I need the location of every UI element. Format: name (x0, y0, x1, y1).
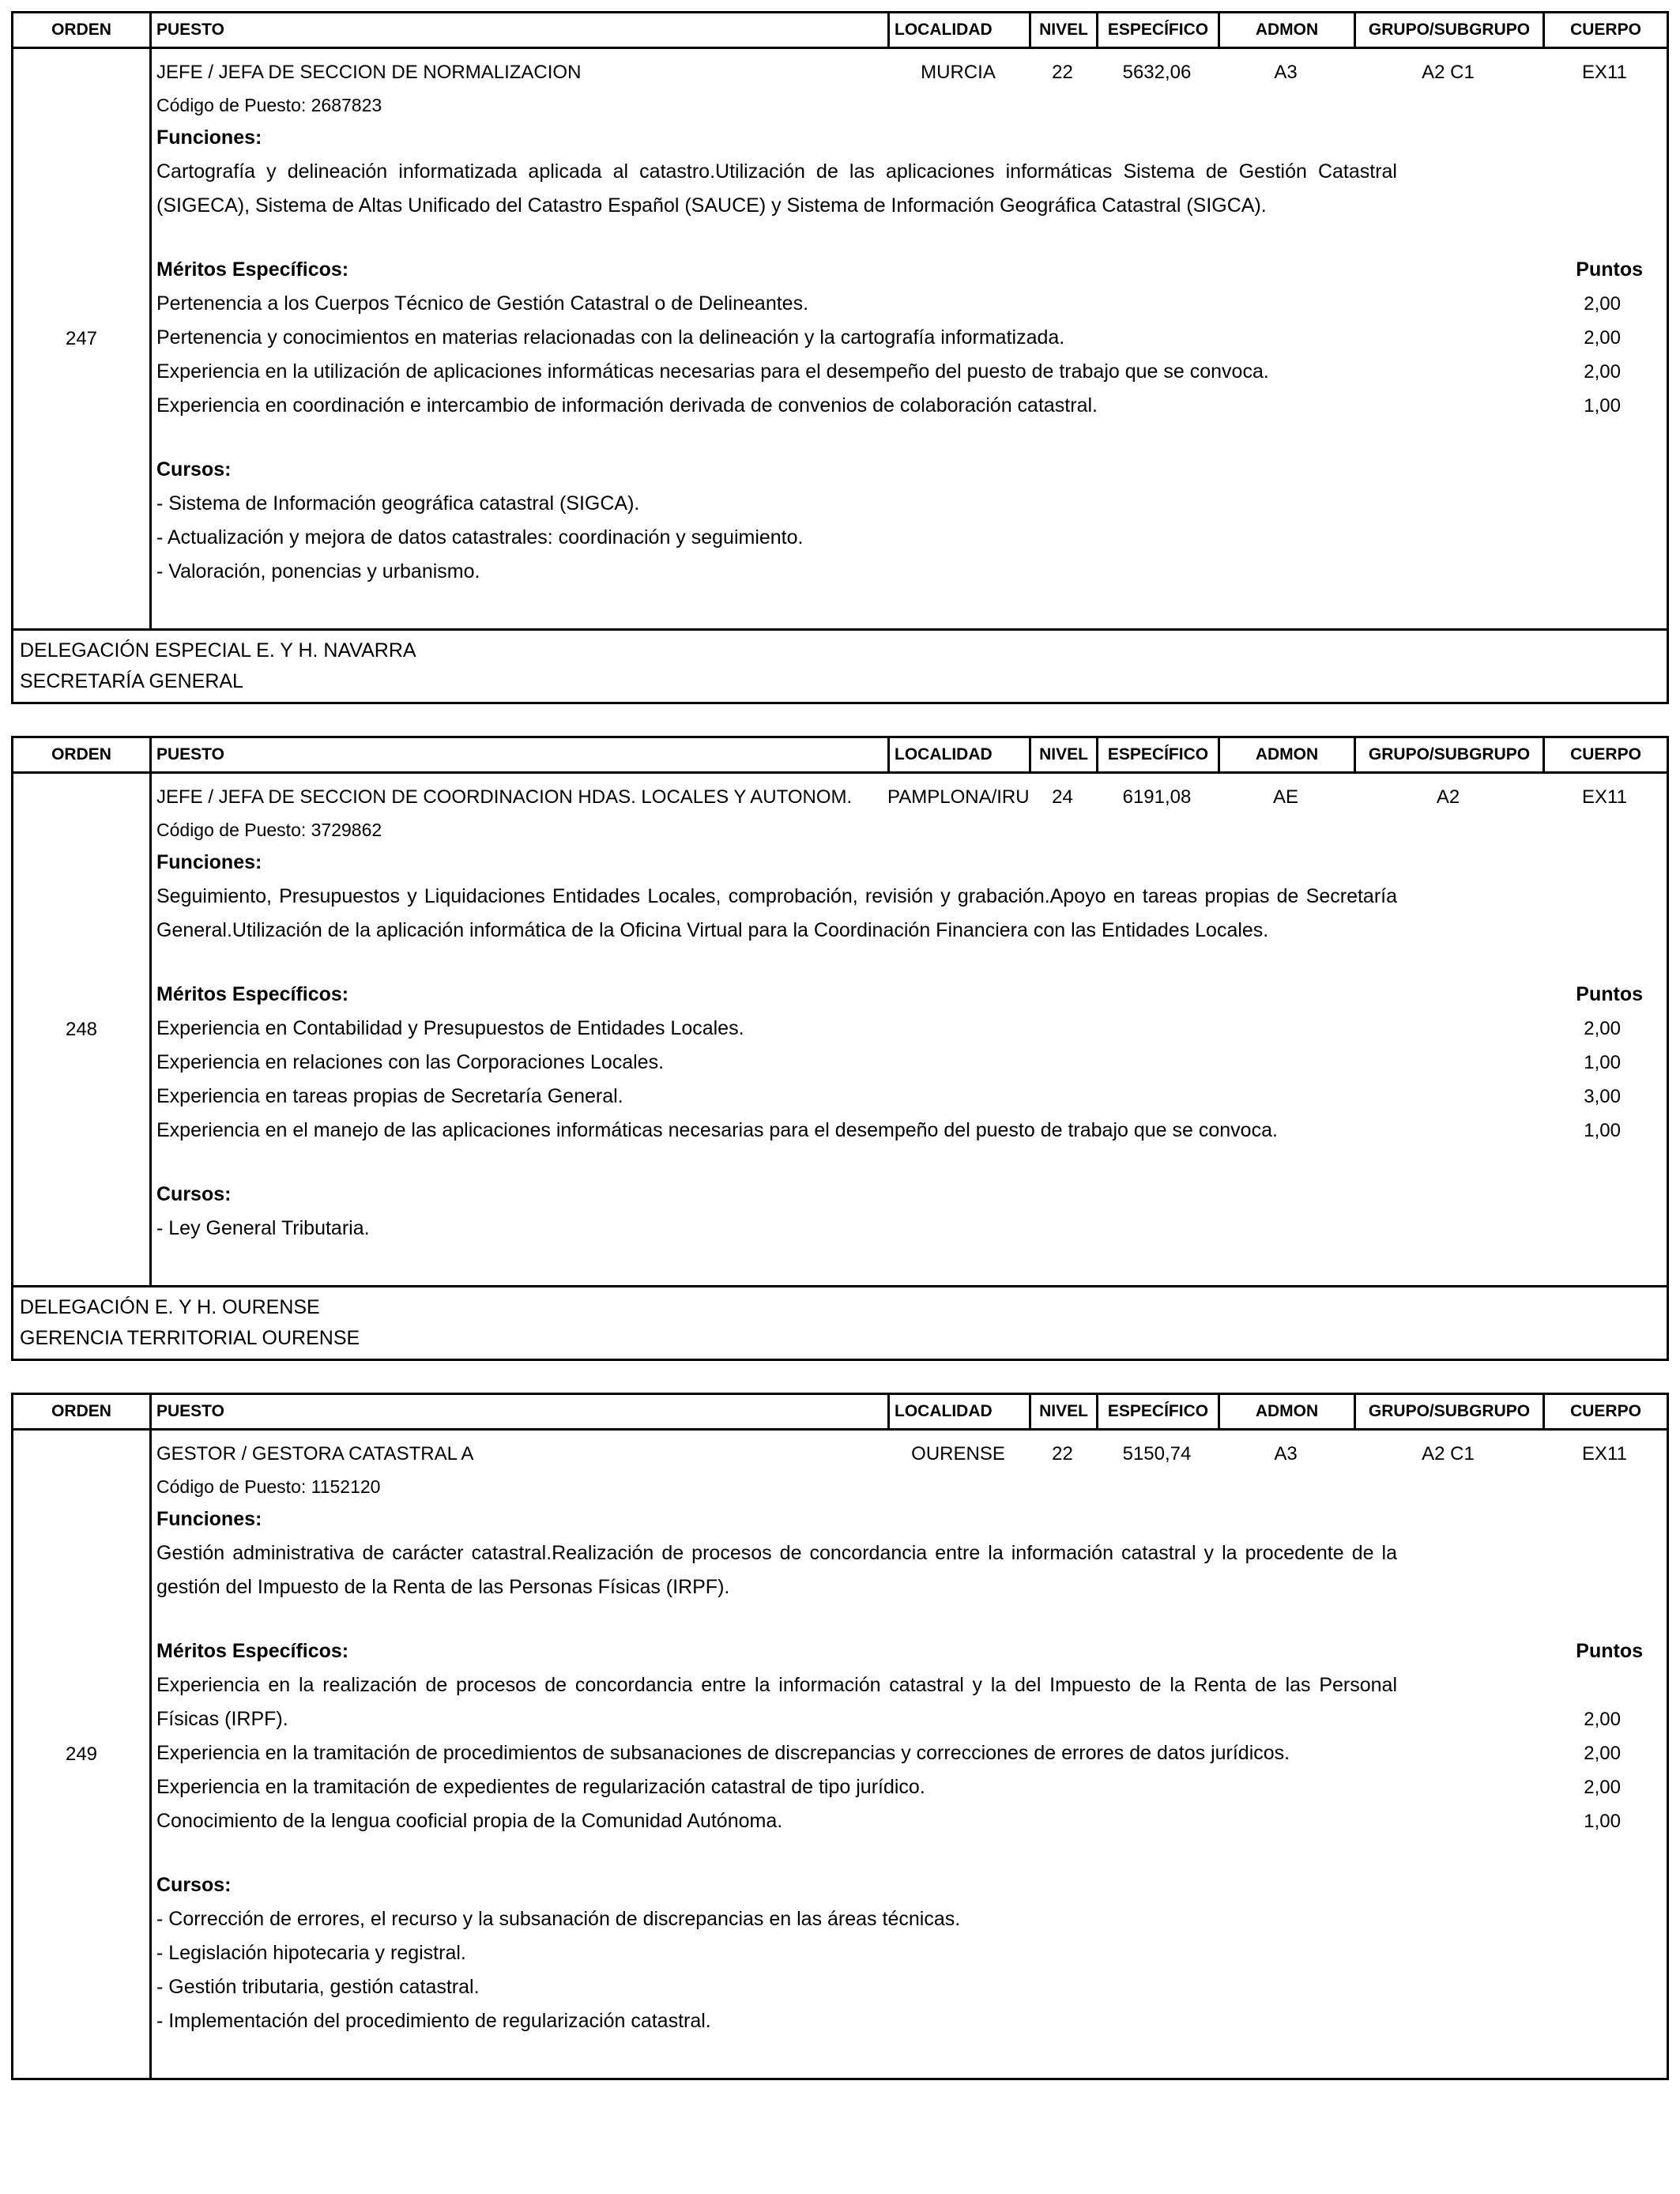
section-header-box (11, 631, 1669, 704)
meritos-header (156, 978, 1667, 1012)
codigo-value: 3729862 (311, 820, 382, 840)
orden-number: 248 (13, 774, 152, 1285)
positions-table-1 (11, 11, 1669, 631)
cuerpo-value: EX11 (1582, 1443, 1627, 1465)
puesto-title: JEFE / JEFA DE SECCION DE COORDINACION HDAS. LOCALES Y AUTONOM. (156, 786, 853, 808)
merit-points: 2,00 (1584, 327, 1621, 349)
merit-points: 1,00 (1584, 395, 1621, 417)
cursos-label: Cursos: (156, 458, 232, 481)
localidad-value: OURENSE (911, 1443, 1005, 1465)
merit-row (156, 1046, 1667, 1080)
funciones-text: Gestión administrativa de carácter catastral.Realización de procesos de concordancia entre la información catastral y la procedente de la gestión del Impuesto de la Renta de las Personas Físicas (IRPF). (156, 1542, 1397, 1598)
nivel-value: 22 (1052, 62, 1073, 83)
funciones-label: Funciones: (156, 1508, 262, 1530)
puesto-title: GESTOR / GESTORA CATASTRAL A (156, 1443, 474, 1465)
entry-content (152, 1431, 1667, 2078)
merit-points: 1,00 (1584, 1052, 1621, 1073)
column-header-cuerpo: CUERPO (1570, 745, 1641, 763)
merit-text: Experiencia en tareas propias de Secretaría General. (156, 1085, 623, 1107)
column-header-cuerpo: CUERPO (1570, 1402, 1641, 1420)
section-line: DELEGACIÓN ESPECIAL E. Y H. NAVARRA (20, 639, 416, 662)
curso-item: - Sistema de Información geográfica catastral (SIGCA). (156, 492, 640, 515)
section-line: SECRETARÍA GENERAL (20, 670, 243, 692)
merit-row (156, 321, 1667, 355)
funciones-text: Seguimiento, Presupuestos y Liquidaciones Entidades Locales, comprobación, revisión y grabación.Apoyo en tareas propias de Secretaría General.Utilización de la aplicación informática de la Oficina Virtual para la Coordinación Financiera con las Entidades Locales. (156, 885, 1397, 941)
funciones-label: Funciones: (156, 126, 262, 149)
curso-item: - Valoración, ponencias y urbanismo. (156, 560, 480, 582)
curso-item: - Actualización y mejora de datos catastrales: coordinación y seguimiento. (156, 526, 804, 548)
especifico-value: 6191,08 (1122, 786, 1192, 808)
column-header-admon: ADMON (1220, 13, 1356, 47)
entry-content (152, 49, 1667, 628)
column-header-grupo-subgrupo: GRUPO/SUBGRUPO (1356, 1395, 1545, 1428)
column-header-grupo-subgrupo: GRUPO/SUBGRUPO (1356, 738, 1545, 771)
puesto-title: JEFE / JEFA DE SECCION DE NORMALIZACION (156, 62, 582, 83)
cursos-label: Cursos: (156, 1874, 232, 1896)
merit-points: 2,00 (1584, 1743, 1621, 1764)
merit-row (156, 1012, 1667, 1046)
spacer (11, 704, 1669, 736)
title-row (156, 55, 1667, 89)
merit-points: 1,00 (1584, 1120, 1621, 1141)
puntos-label: Puntos (1576, 983, 1643, 1005)
meritos-label: Méritos Específicos: (156, 983, 349, 1005)
merit-row (156, 1736, 1667, 1770)
meritos-label: Méritos Específicos: (156, 1640, 349, 1662)
entry-row (13, 1431, 1667, 2078)
meritos-header (156, 253, 1667, 287)
codigo-label: Código de Puesto: (156, 95, 307, 115)
merit-text: Experiencia en la realización de procesos de concordancia entre la información catastral y la del Impuesto de la Renta de las Personal Físicas (IRPF). (156, 1674, 1397, 1730)
column-header-puesto: PUESTO (152, 1395, 890, 1428)
curso-item: - Gestión tributaria, gestión catastral. (156, 1976, 480, 1998)
merit-points: 2,00 (1584, 1018, 1621, 1039)
section-header-box (11, 1287, 1669, 1361)
codigo-label: Código de Puesto: (156, 820, 307, 840)
cuerpo-value: EX11 (1582, 62, 1627, 83)
codigo-line (156, 89, 1667, 121)
spacer (11, 1361, 1669, 1393)
title-row (156, 780, 1667, 814)
funciones-label: Funciones: (156, 851, 262, 873)
section-line: DELEGACIÓN E. Y H. OURENSE (20, 1296, 320, 1318)
merit-points: 2,00 (1584, 1777, 1621, 1798)
column-header-localidad: LOCALIDAD (890, 13, 1031, 47)
especifico-value: 5632,06 (1122, 62, 1192, 83)
cursos-label: Cursos: (156, 1183, 232, 1205)
localidad-value: MURCIA (921, 62, 996, 83)
nivel-value: 24 (1052, 786, 1073, 808)
orden-number: 247 (13, 49, 152, 628)
merit-text: Experiencia en la tramitación de expedientes de regularización catastral de tipo jurídico. (156, 1776, 925, 1798)
table-header-row (13, 738, 1667, 774)
merit-text: Experiencia en el manejo de las aplicaciones informáticas necesarias para el desempeño del puesto de trabajo que se convoca. (156, 1119, 1278, 1141)
merit-row (156, 1770, 1667, 1804)
merit-row (156, 287, 1667, 321)
puntos-label: Puntos (1576, 1640, 1643, 1662)
curso-item: - Implementación del procedimiento de regularización catastral. (156, 2010, 711, 2032)
column-header-grupo-subgrupo: GRUPO/SUBGRUPO (1356, 13, 1545, 47)
merit-text: Experiencia en relaciones con las Corporaciones Locales. (156, 1051, 665, 1073)
positions-table-3 (11, 1393, 1669, 2080)
merit-text: Experiencia en coordinación e intercambio de información derivada de convenios de colaboración catastral. (156, 394, 1098, 417)
curso-item: - Ley General Tributaria. (156, 1217, 370, 1239)
grupo-subgrupo-value: A2 C1 (1422, 1443, 1475, 1465)
curso-item: - Legislación hipotecaria y registral. (156, 1942, 466, 1964)
merit-text: Experiencia en la utilización de aplicaciones informáticas necesarias para el desempeño del puesto de trabajo que se convoca. (156, 360, 1269, 383)
merit-text: Experiencia en Contabilidad y Presupuestos de Entidades Locales. (156, 1017, 744, 1039)
grupo-subgrupo-value: A2 C1 (1422, 62, 1475, 83)
merit-row (156, 355, 1667, 389)
column-header-puesto: PUESTO (152, 738, 890, 771)
grupo-subgrupo-value: A2 (1436, 786, 1460, 808)
column-header-localidad: LOCALIDAD (890, 1395, 1031, 1428)
codigo-value: 2687823 (311, 95, 382, 115)
column-header-nivel: NIVEL (1031, 738, 1098, 771)
entry-content (152, 774, 1667, 1285)
merit-points: 3,00 (1584, 1086, 1621, 1107)
entry-row (13, 49, 1667, 628)
cuerpo-value: EX11 (1582, 786, 1627, 808)
merit-text: Pertenencia a los Cuerpos Técnico de Gestión Catastral o de Delineantes. (156, 292, 809, 315)
column-header-localidad: LOCALIDAD (890, 738, 1031, 771)
section-line: GERENCIA TERRITORIAL OURENSE (20, 1327, 360, 1349)
column-header-especifico: ESPECÍFICO (1098, 13, 1220, 47)
table-header-row (13, 1395, 1667, 1431)
merit-text: Conocimiento de la lengua cooficial propia de la Comunidad Autónoma. (156, 1810, 783, 1832)
curso-item: - Corrección de errores, el recurso y la subsanación de discrepancias en las áreas técnicas. (156, 1908, 961, 1930)
meritos-header (156, 1634, 1667, 1668)
merit-text: Pertenencia y conocimientos en materias relacionadas con la delineación y la cartografía informatizada. (156, 326, 1065, 349)
merit-text: Experiencia en la tramitación de procedimientos de subsanaciones de discrepancias y correcciones de errores de datos jurídicos. (156, 1742, 1290, 1764)
puntos-label: Puntos (1576, 258, 1643, 281)
title-row (156, 1437, 1667, 1471)
merit-points: 1,00 (1584, 1811, 1621, 1832)
column-header-especifico: ESPECÍFICO (1098, 738, 1220, 771)
merit-row (156, 1080, 1667, 1114)
column-header-orden: ORDEN (13, 738, 152, 771)
column-header-nivel: NIVEL (1031, 1395, 1098, 1428)
admon-value: A3 (1274, 1443, 1298, 1465)
orden-number: 249 (13, 1431, 152, 2078)
column-header-nivel: NIVEL (1031, 13, 1098, 47)
admon-value: AE (1272, 786, 1298, 808)
column-header-orden: ORDEN (13, 1395, 152, 1428)
column-header-cuerpo: CUERPO (1570, 21, 1641, 39)
nivel-value: 22 (1052, 1443, 1073, 1465)
codigo-line (156, 1471, 1667, 1502)
merit-row (156, 1668, 1667, 1736)
admon-value: A3 (1274, 62, 1298, 83)
entry-row (13, 774, 1667, 1285)
merit-points: 2,00 (1584, 361, 1621, 383)
merit-row (156, 1804, 1667, 1838)
codigo-value: 1152120 (311, 1476, 381, 1497)
column-header-puesto: PUESTO (152, 13, 890, 47)
especifico-value: 5150,74 (1122, 1443, 1192, 1465)
merit-points: 2,00 (1584, 1709, 1621, 1730)
merit-row (156, 389, 1667, 423)
codigo-label: Código de Puesto: (156, 1476, 307, 1497)
positions-table-2 (11, 736, 1669, 1287)
column-header-admon: ADMON (1220, 1395, 1356, 1428)
localidad-value: PAMPLONA/IRU (887, 786, 1030, 808)
table-header-row (13, 13, 1667, 49)
column-header-orden: ORDEN (13, 13, 152, 47)
funciones-text: Cartografía y delineación informatizada aplicada al catastro.Utilización de las aplicaciones informáticas Sistema de Gestión Catastral (SIGECA), Sistema de Altas Unificado del Catastro Español (SAUCE) y Sistema de Información Geográfica Catastral (SIGCA). (156, 160, 1397, 217)
merit-points: 2,00 (1584, 293, 1621, 315)
merit-row (156, 1114, 1667, 1148)
column-header-admon: ADMON (1220, 738, 1356, 771)
column-header-especifico: ESPECÍFICO (1098, 1395, 1220, 1428)
codigo-line (156, 814, 1667, 846)
meritos-label: Méritos Específicos: (156, 258, 349, 281)
